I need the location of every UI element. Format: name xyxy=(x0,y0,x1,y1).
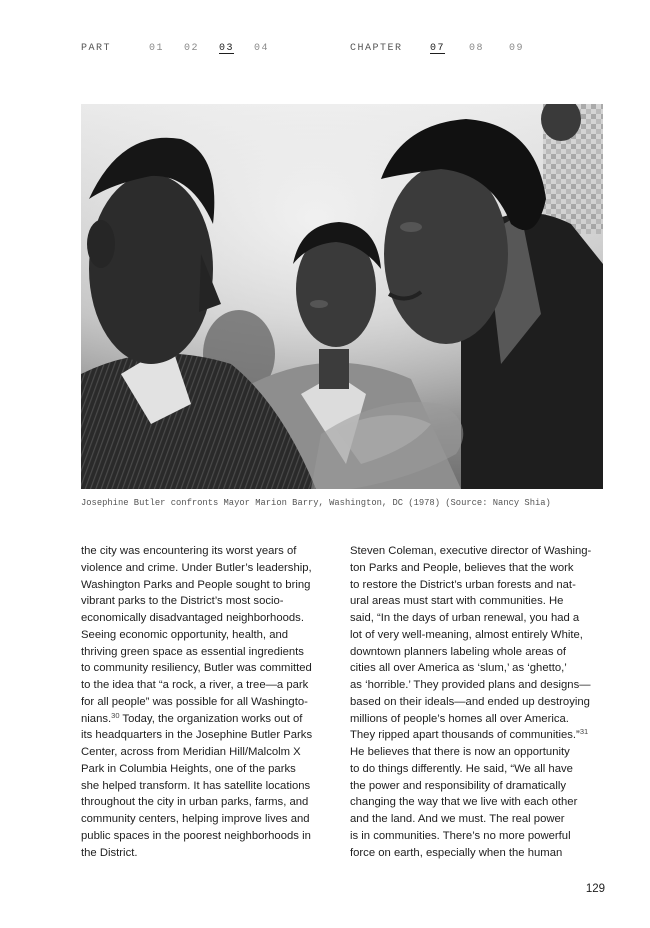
text-line: public spaces in the poorest neighborhoods in xyxy=(81,829,311,842)
chapter-link-08[interactable]: 08 xyxy=(469,43,485,54)
page-number: 129 xyxy=(585,883,605,895)
text-fragment: Today, the organization works out of xyxy=(119,712,303,725)
text-line: millions of people’s homes all over America. xyxy=(350,712,569,725)
text-line: ural areas must start with communities. He xyxy=(350,595,564,608)
text-line: to do things differently. He said, “We all have xyxy=(350,762,573,775)
text-line: throughout the city in urban parks, farms, and xyxy=(81,796,309,809)
text-line: lot of very well-meaning, almost entirely White, xyxy=(350,628,583,641)
text-line: and the land. And we must. The real power xyxy=(350,813,565,825)
photo-illustration xyxy=(81,104,603,489)
text-line: Washington Parks and People sought to bring xyxy=(81,578,311,591)
part-link-03-current[interactable]: 03 xyxy=(219,43,235,54)
text-line: force on earth, especially when the human xyxy=(350,846,563,859)
text-line: for all people” was possible for all Washingto- xyxy=(81,695,308,708)
text-line: ton Parks and People, believes that the work xyxy=(350,561,574,574)
text-line: vibrant parks to the District’s most socio- xyxy=(81,595,284,608)
text-line: violence and crime. Under Butler’s leadership, xyxy=(81,561,312,574)
text-fragment: nians. xyxy=(81,712,112,725)
text-line: He believes that there is now an opportunity xyxy=(350,746,570,758)
text-line: she helped transform. It has satellite locations xyxy=(81,779,311,792)
text-line: is in communities. There’s no more powerful xyxy=(350,829,571,842)
part-label: PART xyxy=(81,43,112,54)
archival-photograph xyxy=(81,104,603,489)
right-text-column xyxy=(350,543,612,861)
text-line: community centers, helping improve lives and xyxy=(81,813,310,825)
text-line: changing the way that we live with each other xyxy=(350,796,578,809)
text-line: based on their ideals—and ended up destroying xyxy=(350,695,590,708)
part-link-02[interactable]: 02 xyxy=(184,43,200,54)
text-line: Seeing economic opportunity, health, and xyxy=(81,628,289,641)
text-line: the power and responsibility of dramatically xyxy=(350,779,567,792)
text-line xyxy=(350,727,612,744)
text-line: the District. xyxy=(81,846,138,859)
text-line: thriving green space as essential ingredients xyxy=(81,645,304,658)
endnote-ref-30[interactable]: 30 xyxy=(111,710,120,720)
part-link-01[interactable]: 01 xyxy=(149,43,165,54)
text-line: to community resiliency, Butler was committed xyxy=(81,662,312,675)
text-line: to the idea that “a rock, a river, a tree—a park xyxy=(81,679,309,691)
chapter-label: CHAPTER xyxy=(350,43,403,54)
endnote-ref-31[interactable]: 31 xyxy=(579,727,589,737)
text-line: cities all over America as ‘slum,’ as ‘ghetto,’ xyxy=(350,662,567,675)
text-line: Park in Columbia Heights, one of the parks xyxy=(81,762,296,775)
figure-caption: Josephine Butler confronts Mayor Marion Barry, Washington, DC (1978) (Source: Nancy Shia) xyxy=(81,498,551,508)
text-line: the city was encountering its worst years of xyxy=(81,545,297,557)
text-line: said, “In the days of urban renewal, you had a xyxy=(350,612,580,624)
text-line: its headquarters in the Josephine Butler Parks xyxy=(81,729,313,742)
chapter-link-07-current[interactable]: 07 xyxy=(430,43,446,54)
part-link-04[interactable]: 04 xyxy=(254,43,270,54)
text-line: to restore the District’s urban forests and nat- xyxy=(350,578,576,591)
text-line: economically disadvantaged neighborhoods. xyxy=(81,612,304,624)
text-line: downtown planners labeling whole areas of xyxy=(350,645,567,658)
text-fragment: They ripped apart thousands of communities.” xyxy=(350,729,580,742)
text-line xyxy=(81,711,343,728)
text-line: Steven Coleman, executive director of Washing- xyxy=(350,545,592,557)
left-text-column xyxy=(81,543,343,861)
text-line: Center, across from Meridian Hill/Malcolm X xyxy=(81,746,301,758)
chapter-link-09[interactable]: 09 xyxy=(509,43,525,54)
text-line: as ‘horrible.’ They provided plans and designs— xyxy=(350,679,591,691)
